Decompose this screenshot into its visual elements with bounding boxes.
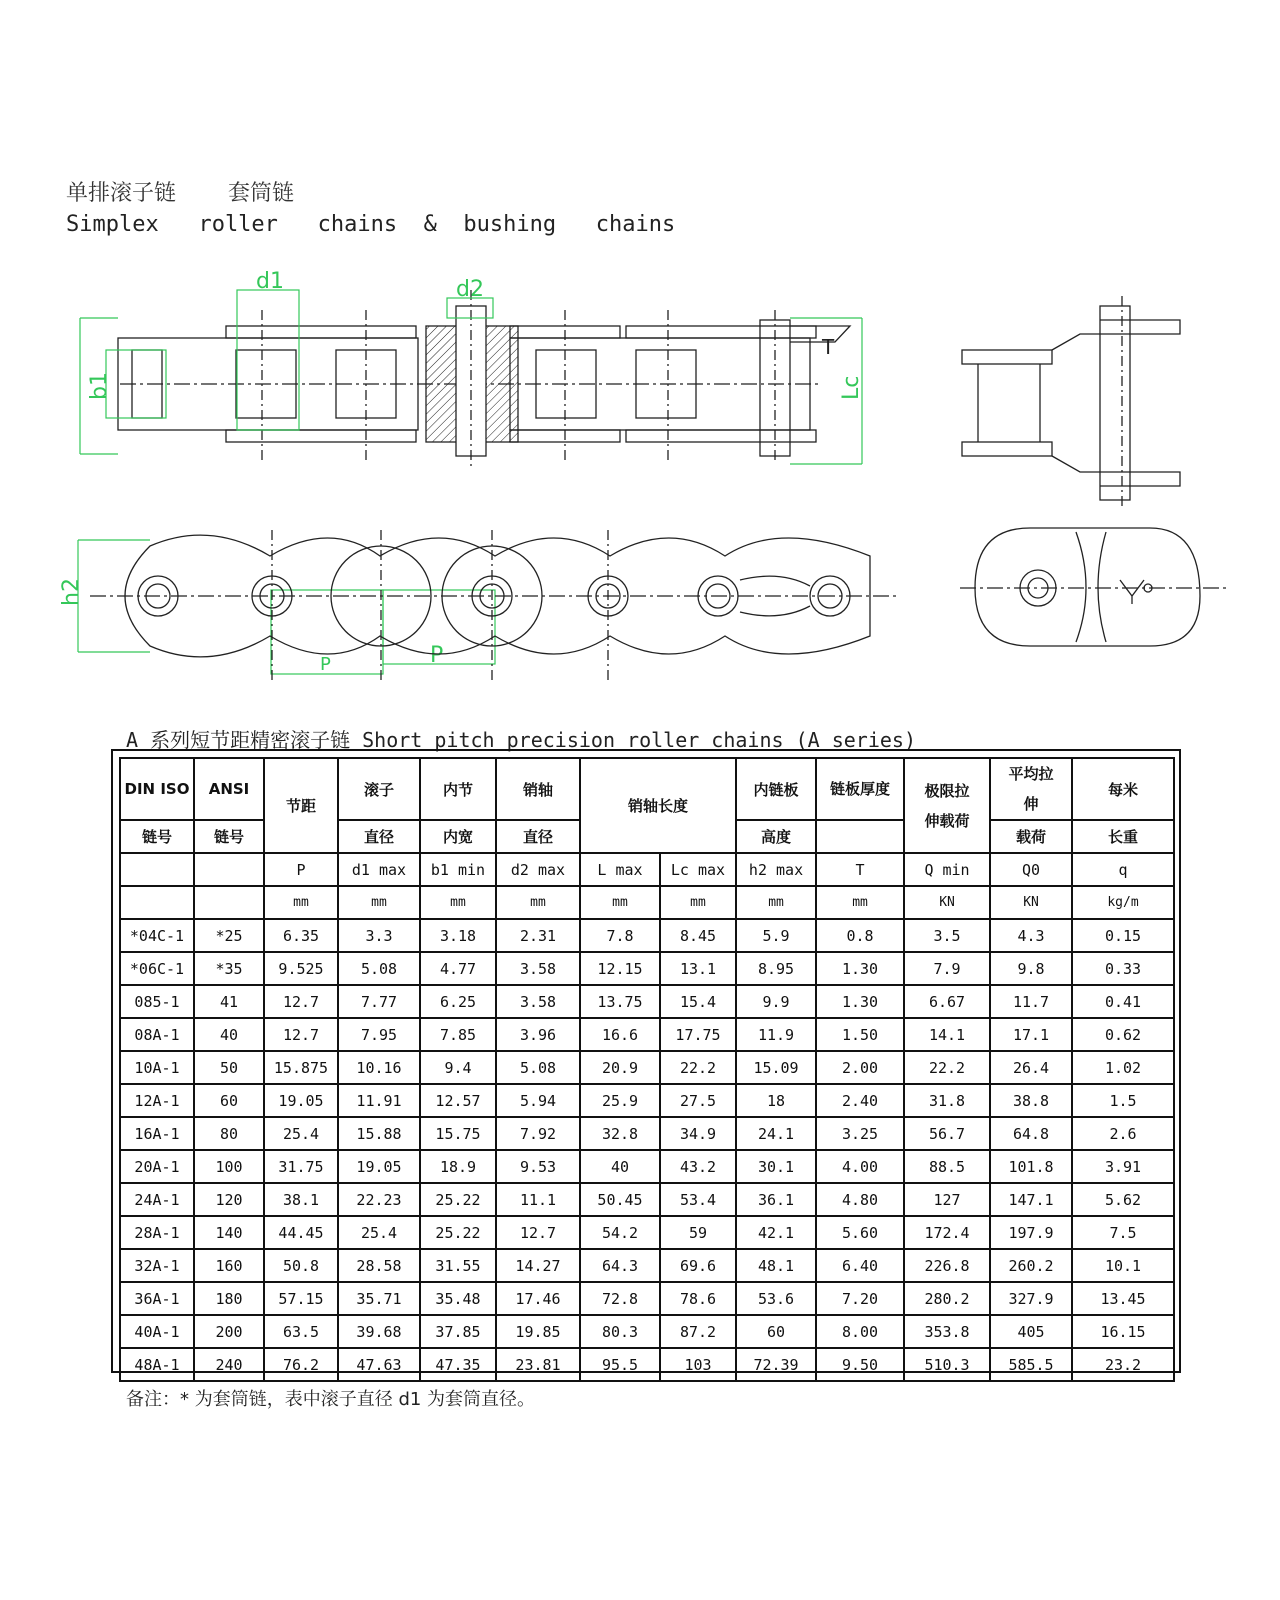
symbol-cell: d2 max bbox=[496, 853, 580, 886]
table-cell: 54.2 bbox=[580, 1216, 660, 1249]
symbol-cell: h2 max bbox=[736, 853, 816, 886]
table-row bbox=[120, 985, 1174, 1018]
table-cell: 6.40 bbox=[816, 1249, 904, 1282]
table-cell: 23.81 bbox=[496, 1348, 580, 1381]
table-cell: 25.4 bbox=[264, 1117, 338, 1150]
table-cell: 12.15 bbox=[580, 952, 660, 985]
label-t: T bbox=[822, 335, 835, 359]
table-cell: 226.8 bbox=[904, 1249, 990, 1282]
table-cell: 13.75 bbox=[580, 985, 660, 1018]
table-cell: 38.1 bbox=[264, 1183, 338, 1216]
header-weight-per-meter: 每米 bbox=[1072, 758, 1174, 820]
table-cell: 38.8 bbox=[990, 1084, 1072, 1117]
table-cell: 56.7 bbox=[904, 1117, 990, 1150]
table-cell: 50.8 bbox=[264, 1249, 338, 1282]
table-cell: 24.1 bbox=[736, 1117, 816, 1150]
unit-cell: mm bbox=[736, 886, 816, 919]
table-row bbox=[120, 1051, 1174, 1084]
table-cell: 1.50 bbox=[816, 1018, 904, 1051]
table-cell: 28.58 bbox=[338, 1249, 420, 1282]
table-cell: 7.92 bbox=[496, 1117, 580, 1150]
table-cell: 63.5 bbox=[264, 1315, 338, 1348]
table-cell: 17.1 bbox=[990, 1018, 1072, 1051]
header-avg-tensile-line1: 平均拉 bbox=[1008, 765, 1054, 783]
table-row bbox=[120, 1249, 1174, 1282]
table-cell: 87.2 bbox=[660, 1315, 736, 1348]
table-cell: 69.6 bbox=[660, 1249, 736, 1282]
roller-chain-spec-table bbox=[119, 757, 1175, 1382]
table-cell: 11.91 bbox=[338, 1084, 420, 1117]
table-cell: 127 bbox=[904, 1183, 990, 1216]
table-cell: 1.02 bbox=[1072, 1051, 1174, 1084]
table-cell: 31.8 bbox=[904, 1084, 990, 1117]
table-cell: *04C-1 bbox=[120, 919, 194, 952]
symbol-cell: q bbox=[1072, 853, 1174, 886]
table-cell: 160 bbox=[194, 1249, 264, 1282]
table-cell: 57.15 bbox=[264, 1282, 338, 1315]
table-cell: 9.53 bbox=[496, 1150, 580, 1183]
table-cell: 40 bbox=[580, 1150, 660, 1183]
table-cell: 72.8 bbox=[580, 1282, 660, 1315]
table-cell: 7.5 bbox=[1072, 1216, 1174, 1249]
table-cell: 5.62 bbox=[1072, 1183, 1174, 1216]
table-cell: 22.2 bbox=[904, 1051, 990, 1084]
table-cell: 22.23 bbox=[338, 1183, 420, 1216]
table-cell: 12A-1 bbox=[120, 1084, 194, 1117]
table-cell: 147.1 bbox=[990, 1183, 1072, 1216]
table-cell: 172.4 bbox=[904, 1216, 990, 1249]
table-cell: 12.57 bbox=[420, 1084, 496, 1117]
header-pin-length: 销轴长度 bbox=[580, 758, 736, 853]
table-row bbox=[120, 1315, 1174, 1348]
table-cell: 2.31 bbox=[496, 919, 580, 952]
table-cell: 15.75 bbox=[420, 1117, 496, 1150]
table-cell: *35 bbox=[194, 952, 264, 985]
table-cell: 0.8 bbox=[816, 919, 904, 952]
table-cell: 1.30 bbox=[816, 952, 904, 985]
table-cell: 40 bbox=[194, 1018, 264, 1051]
table-cell: 20A-1 bbox=[120, 1150, 194, 1183]
label-b1: b1 bbox=[87, 372, 112, 400]
table-cell: 2.6 bbox=[1072, 1117, 1174, 1150]
table-cell: 12.7 bbox=[264, 1018, 338, 1051]
table-cell: *25 bbox=[194, 919, 264, 952]
table-cell: 36A-1 bbox=[120, 1282, 194, 1315]
chain-end-view bbox=[960, 296, 1230, 646]
table-cell: 25.22 bbox=[420, 1183, 496, 1216]
table-cell: 19.05 bbox=[338, 1150, 420, 1183]
table-cell: 0.41 bbox=[1072, 985, 1174, 1018]
table-cell: 3.18 bbox=[420, 919, 496, 952]
table-cell: 7.8 bbox=[580, 919, 660, 952]
table-row bbox=[120, 952, 1174, 985]
unit-blank-1 bbox=[120, 886, 194, 919]
table-cell: 3.58 bbox=[496, 952, 580, 985]
symbol-blank-2 bbox=[194, 853, 264, 886]
units-row bbox=[120, 886, 1174, 919]
table-cell: 120 bbox=[194, 1183, 264, 1216]
table-cell: 44.45 bbox=[264, 1216, 338, 1249]
table-cell: 41 bbox=[194, 985, 264, 1018]
header-chain-no-iso: 链号 bbox=[120, 820, 194, 853]
header-avg-tensile bbox=[990, 758, 1072, 820]
symbol-cell: Q0 bbox=[990, 853, 1072, 886]
table-cell: 9.4 bbox=[420, 1051, 496, 1084]
table-cell: 22.2 bbox=[660, 1051, 736, 1084]
table-cell: 18 bbox=[736, 1084, 816, 1117]
table-row bbox=[120, 1282, 1174, 1315]
table-cell: 28A-1 bbox=[120, 1216, 194, 1249]
table-cell: 327.9 bbox=[990, 1282, 1072, 1315]
table-cell: 72.39 bbox=[736, 1348, 816, 1381]
header-chain-no-ansi: 链号 bbox=[194, 820, 264, 853]
table-cell: 17.46 bbox=[496, 1282, 580, 1315]
table-cell: 6.25 bbox=[420, 985, 496, 1018]
unit-cell: mm bbox=[580, 886, 660, 919]
table-cell: 31.55 bbox=[420, 1249, 496, 1282]
table-cell: 27.5 bbox=[660, 1084, 736, 1117]
table-cell: 240 bbox=[194, 1348, 264, 1381]
table-cell: 3.3 bbox=[338, 919, 420, 952]
table-cell: 6.67 bbox=[904, 985, 990, 1018]
header-plate-height: 高度 bbox=[736, 820, 816, 853]
table-cell: 3.25 bbox=[816, 1117, 904, 1150]
table-cell: 35.48 bbox=[420, 1282, 496, 1315]
table-cell: 47.35 bbox=[420, 1348, 496, 1381]
table-cell: 280.2 bbox=[904, 1282, 990, 1315]
table-cell: 32A-1 bbox=[120, 1249, 194, 1282]
table-cell: 24A-1 bbox=[120, 1183, 194, 1216]
table-cell: 80.3 bbox=[580, 1315, 660, 1348]
table-cell: 5.9 bbox=[736, 919, 816, 952]
table-cell: 14.1 bbox=[904, 1018, 990, 1051]
symbol-cell: Lc max bbox=[660, 853, 736, 886]
table-cell: 4.00 bbox=[816, 1150, 904, 1183]
table-row bbox=[120, 1348, 1174, 1381]
table-cell: 180 bbox=[194, 1282, 264, 1315]
header-avg-tensile-line2: 伸 bbox=[1023, 795, 1039, 813]
header-row-1 bbox=[120, 758, 1174, 820]
label-d1: d1 bbox=[256, 269, 284, 294]
table-cell: 19.05 bbox=[264, 1084, 338, 1117]
table-cell: 13.1 bbox=[660, 952, 736, 985]
table-cell: 59 bbox=[660, 1216, 736, 1249]
table-cell: 405 bbox=[990, 1315, 1072, 1348]
header-thickness-blank bbox=[816, 820, 904, 853]
table-cell: 14.27 bbox=[496, 1249, 580, 1282]
table-cell: 31.75 bbox=[264, 1150, 338, 1183]
title-cn-roller-chain: 单排滚子链 bbox=[66, 181, 177, 206]
unit-cell: mm bbox=[660, 886, 736, 919]
table-cell: 11.9 bbox=[736, 1018, 816, 1051]
table-cell: 17.75 bbox=[660, 1018, 736, 1051]
table-cell: 18.9 bbox=[420, 1150, 496, 1183]
table-cell: 12.7 bbox=[264, 985, 338, 1018]
table-cell: 78.6 bbox=[660, 1282, 736, 1315]
label-h2: h2 bbox=[59, 578, 84, 606]
table-cell: 8.95 bbox=[736, 952, 816, 985]
table-cell: 60 bbox=[194, 1084, 264, 1117]
table-cell: 140 bbox=[194, 1216, 264, 1249]
symbol-cell: Q min bbox=[904, 853, 990, 886]
table-cell: 37.85 bbox=[420, 1315, 496, 1348]
table-cell: 1.30 bbox=[816, 985, 904, 1018]
table-cell: 15.4 bbox=[660, 985, 736, 1018]
table-cell: 30.1 bbox=[736, 1150, 816, 1183]
table-cell: 88.5 bbox=[904, 1150, 990, 1183]
table-cell: 25.22 bbox=[420, 1216, 496, 1249]
table-cell: 13.45 bbox=[1072, 1282, 1174, 1315]
table-cell: 9.525 bbox=[264, 952, 338, 985]
table-cell: 25.9 bbox=[580, 1084, 660, 1117]
table-cell: 7.77 bbox=[338, 985, 420, 1018]
table-cell: 585.5 bbox=[990, 1348, 1072, 1381]
table-cell: 60 bbox=[736, 1315, 816, 1348]
table-cell: 4.77 bbox=[420, 952, 496, 985]
table-cell: 53.4 bbox=[660, 1183, 736, 1216]
table-cell: 7.85 bbox=[420, 1018, 496, 1051]
table-cell: 1.5 bbox=[1072, 1084, 1174, 1117]
symbol-cell: L max bbox=[580, 853, 660, 886]
table-cell: 80 bbox=[194, 1117, 264, 1150]
table-cell: 42.1 bbox=[736, 1216, 816, 1249]
table-cell: 10A-1 bbox=[120, 1051, 194, 1084]
unit-cell: mm bbox=[816, 886, 904, 919]
table-cell: 9.9 bbox=[736, 985, 816, 1018]
label-d2: d2 bbox=[456, 277, 484, 302]
table-row bbox=[120, 1018, 1174, 1051]
header-ansi: ANSI bbox=[194, 758, 264, 820]
unit-cell: mm bbox=[496, 886, 580, 919]
table-cell: 40A-1 bbox=[120, 1315, 194, 1348]
table-cell: 50.45 bbox=[580, 1183, 660, 1216]
symbol-cell: b1 min bbox=[420, 853, 496, 886]
unit-cell: KN bbox=[990, 886, 1072, 919]
table-cell: 47.63 bbox=[338, 1348, 420, 1381]
table-cell: 10.16 bbox=[338, 1051, 420, 1084]
table-cell: 95.5 bbox=[580, 1348, 660, 1381]
table-body bbox=[120, 919, 1174, 1381]
table-cell: 5.94 bbox=[496, 1084, 580, 1117]
table-cell: 0.33 bbox=[1072, 952, 1174, 985]
table-row bbox=[120, 919, 1174, 952]
header-roller-diameter: 直径 bbox=[338, 820, 420, 853]
table-cell: 7.20 bbox=[816, 1282, 904, 1315]
table-cell: 510.3 bbox=[904, 1348, 990, 1381]
table-cell: 353.8 bbox=[904, 1315, 990, 1348]
header-inner-width: 内宽 bbox=[420, 820, 496, 853]
chain-top-view bbox=[118, 290, 850, 470]
table-cell: 26.4 bbox=[990, 1051, 1072, 1084]
table-row bbox=[120, 1117, 1174, 1150]
table-cell: 16.15 bbox=[1072, 1315, 1174, 1348]
header-inner-link: 内节 bbox=[420, 758, 496, 820]
table-cell: 260.2 bbox=[990, 1249, 1072, 1282]
unit-blank-2 bbox=[194, 886, 264, 919]
table-cell: 2.00 bbox=[816, 1051, 904, 1084]
header-unit-weight: 长重 bbox=[1072, 820, 1174, 853]
table-cell: 15.875 bbox=[264, 1051, 338, 1084]
header-ultimate-load-line1: 极限拉 bbox=[924, 781, 970, 800]
header-ultimate-load-line2: 伸载荷 bbox=[924, 811, 970, 830]
table-footnote: 备注：* 为套筒链，表中滚子直径 d1 为套筒直径。 bbox=[126, 1389, 536, 1410]
header-pin-diameter: 直径 bbox=[496, 820, 580, 853]
table-cell: 9.50 bbox=[816, 1348, 904, 1381]
table-cell: 36.1 bbox=[736, 1183, 816, 1216]
table-cell: 3.96 bbox=[496, 1018, 580, 1051]
header-plate-thickness: 链板厚度 bbox=[816, 758, 904, 820]
table-cell: 48.1 bbox=[736, 1249, 816, 1282]
table-cell: 5.08 bbox=[338, 952, 420, 985]
table-cell: 8.45 bbox=[660, 919, 736, 952]
table-cell: 32.8 bbox=[580, 1117, 660, 1150]
chain-technical-drawing bbox=[0, 250, 1280, 680]
table-row bbox=[120, 1150, 1174, 1183]
title-english: Simplex roller chains & bushing chains bbox=[66, 212, 676, 237]
table-cell: 3.5 bbox=[904, 919, 990, 952]
table-cell: 25.4 bbox=[338, 1216, 420, 1249]
table-cell: 50 bbox=[194, 1051, 264, 1084]
table-cell: 64.8 bbox=[990, 1117, 1072, 1150]
table-cell: 8.00 bbox=[816, 1315, 904, 1348]
table-cell: 0.62 bbox=[1072, 1018, 1174, 1051]
table-cell: 100 bbox=[194, 1150, 264, 1183]
table-caption: A 系列短节距精密滚子链 Short pitch precision roller chains (A series) bbox=[126, 728, 917, 752]
label-p2: P bbox=[430, 643, 444, 668]
table-cell: 9.8 bbox=[990, 952, 1072, 985]
symbol-cell: T bbox=[816, 853, 904, 886]
title-chinese bbox=[66, 176, 294, 207]
header-pin: 销轴 bbox=[496, 758, 580, 820]
table-cell: 08A-1 bbox=[120, 1018, 194, 1051]
table-row bbox=[120, 1084, 1174, 1117]
table-cell: 53.6 bbox=[736, 1282, 816, 1315]
header-pitch: 节距 bbox=[264, 758, 338, 853]
symbol-blank-1 bbox=[120, 853, 194, 886]
table-cell: 11.1 bbox=[496, 1183, 580, 1216]
table-cell: 35.71 bbox=[338, 1282, 420, 1315]
table-cell: 197.9 bbox=[990, 1216, 1072, 1249]
table-cell: 15.88 bbox=[338, 1117, 420, 1150]
table-cell: 64.3 bbox=[580, 1249, 660, 1282]
header-din-iso: DIN ISO bbox=[120, 758, 194, 820]
table-cell: 76.2 bbox=[264, 1348, 338, 1381]
table-cell: 15.09 bbox=[736, 1051, 816, 1084]
table-cell: 16.6 bbox=[580, 1018, 660, 1051]
table-cell: 39.68 bbox=[338, 1315, 420, 1348]
table-cell: 5.60 bbox=[816, 1216, 904, 1249]
table-cell: 20.9 bbox=[580, 1051, 660, 1084]
label-lc: Lc bbox=[839, 375, 864, 400]
table-cell: 3.91 bbox=[1072, 1150, 1174, 1183]
label-p1: P bbox=[320, 654, 331, 675]
unit-cell: mm bbox=[264, 886, 338, 919]
symbol-cell: d1 max bbox=[338, 853, 420, 886]
table-cell: 3.58 bbox=[496, 985, 580, 1018]
symbols-row bbox=[120, 853, 1174, 886]
table-cell: 7.9 bbox=[904, 952, 990, 985]
table-cell: 12.7 bbox=[496, 1216, 580, 1249]
table-cell: 43.2 bbox=[660, 1150, 736, 1183]
table-cell: 16A-1 bbox=[120, 1117, 194, 1150]
table-cell: 6.35 bbox=[264, 919, 338, 952]
table-cell: 5.08 bbox=[496, 1051, 580, 1084]
table-cell: 0.15 bbox=[1072, 919, 1174, 952]
table-cell: 200 bbox=[194, 1315, 264, 1348]
table-row bbox=[120, 1216, 1174, 1249]
unit-cell: mm bbox=[420, 886, 496, 919]
symbol-cell: P bbox=[264, 853, 338, 886]
table-cell: 4.3 bbox=[990, 919, 1072, 952]
table-row bbox=[120, 1183, 1174, 1216]
header-ultimate-load bbox=[904, 758, 990, 853]
table-cell: 101.8 bbox=[990, 1150, 1072, 1183]
unit-cell: kg/m bbox=[1072, 886, 1174, 919]
header-roller: 滚子 bbox=[338, 758, 420, 820]
table-cell: 34.9 bbox=[660, 1117, 736, 1150]
unit-cell: KN bbox=[904, 886, 990, 919]
title-cn-bushing-chain: 套筒链 bbox=[228, 181, 295, 206]
header-inner-plate: 内链板 bbox=[736, 758, 816, 820]
table-cell: 7.95 bbox=[338, 1018, 420, 1051]
unit-cell: mm bbox=[338, 886, 420, 919]
table-cell: *06C-1 bbox=[120, 952, 194, 985]
table-cell: 23.2 bbox=[1072, 1348, 1174, 1381]
table-cell: 19.85 bbox=[496, 1315, 580, 1348]
table-cell: 11.7 bbox=[990, 985, 1072, 1018]
table-cell: 085-1 bbox=[120, 985, 194, 1018]
table-cell: 4.80 bbox=[816, 1183, 904, 1216]
table-cell: 2.40 bbox=[816, 1084, 904, 1117]
table-cell: 48A-1 bbox=[120, 1348, 194, 1381]
header-load: 载荷 bbox=[990, 820, 1072, 853]
table-cell: 103 bbox=[660, 1348, 736, 1381]
table-cell: 10.1 bbox=[1072, 1249, 1174, 1282]
